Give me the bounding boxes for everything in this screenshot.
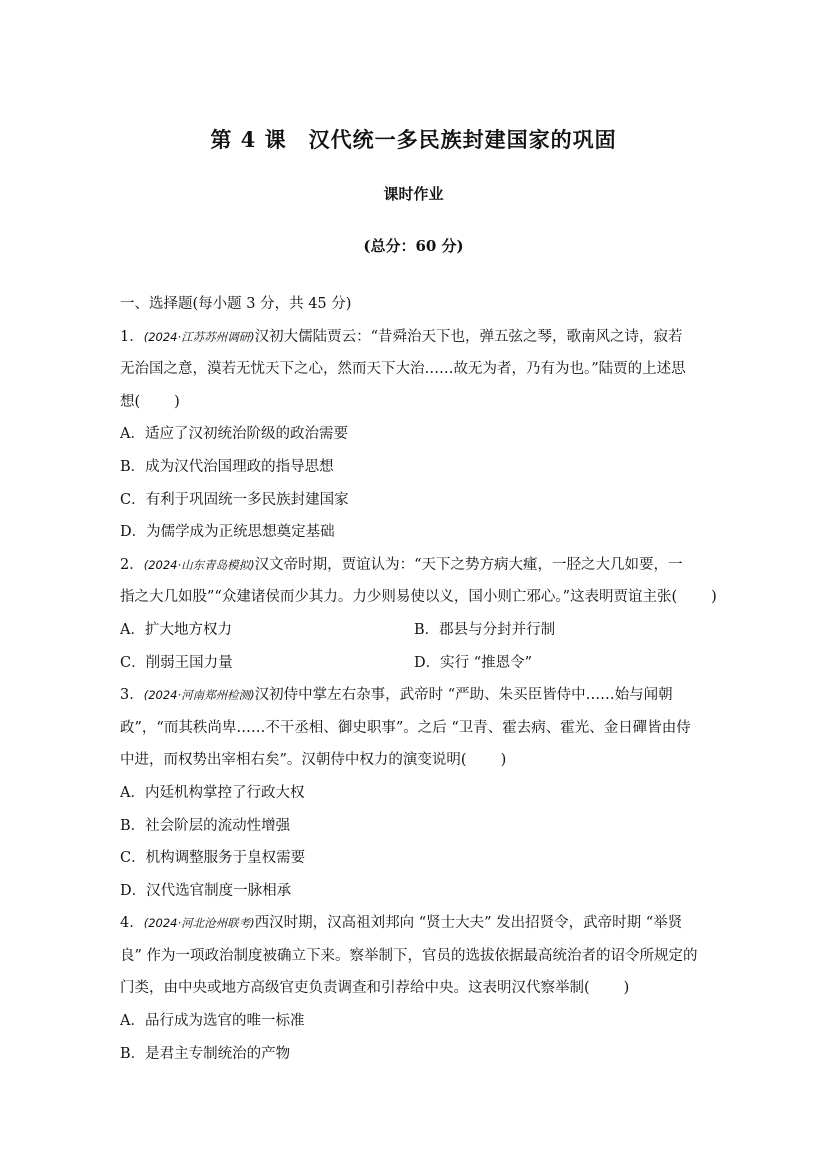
question-line	[120, 907, 708, 940]
question-source: (2024·山东青岛模拟)	[143, 557, 255, 572]
question-4	[120, 907, 708, 1070]
question-text: 汉初侍中掌左右杂事，武帝时 “严助、朱买臣皆侍中……始与闻朝	[254, 687, 673, 704]
option-c[interactable]: C．削弱王国力量	[120, 654, 233, 671]
option-a[interactable]: A．品行成为选官的唯一标准	[120, 1013, 305, 1030]
page-title: 第 4 课 汉代统一多民族封建国家的巩固	[210, 127, 617, 152]
question-line: 政”，“而其秩尚卑……不干丞相、御史职事”。之后 “卫青、霍去病、霍光、金日磾皆由侍	[120, 719, 691, 736]
option-a[interactable]: A．内廷机构掌控了行政大权	[120, 784, 305, 801]
question-line: 中进，而权势出宰相右矣”。汉朝侍中权力的演变说明( )	[120, 752, 507, 769]
question-text: 汉文帝时期，贾谊认为：“天下之势方病大瘇，一胫之大几如要，一	[254, 556, 683, 573]
option-d[interactable]: D．实行 “推恩令”	[414, 654, 533, 671]
question-number: 3．	[120, 687, 144, 704]
question-line	[120, 549, 708, 582]
question-3	[120, 679, 708, 907]
question-text: 汉初大儒陆贾云：“昔舜治天下也，弹五弦之琴，歌南风之诗，寂若	[254, 328, 683, 345]
option-row	[120, 614, 708, 647]
option-a[interactable]: A．扩大地方权力	[120, 621, 232, 638]
question-line	[120, 321, 708, 354]
option-c[interactable]: C．机构调整服务于皇权需要	[120, 850, 306, 867]
question-source: (2024·江苏苏州调研)	[143, 329, 255, 344]
option-d[interactable]: D．汉代选官制度一脉相承	[120, 882, 292, 899]
question-number: 2．	[120, 556, 144, 573]
option-b[interactable]: B．社会阶层的流动性增强	[120, 817, 291, 834]
option-d[interactable]: D．为儒学成为正统思想奠定基础	[120, 524, 335, 541]
question-line: 指之大几如股”“众建诸侯而少其力。力少则易使以义，国小则亡邪心。”这表明贾谊主张( )	[120, 589, 717, 606]
page-subtitle: 课时作业	[383, 185, 444, 203]
question-text: 西汉时期，汉高祖刘邦向 “贤士大夫” 发出招贤令，武帝时期 “举贤	[254, 915, 683, 932]
question-2	[120, 549, 717, 679]
question-line: 无治国之意，漠若无忧天下之心，然而天下大治……故无为者，乃有为也。”陆贾的上述思	[120, 361, 686, 378]
section-heading: 一、选择题(每小题 3 分，共 45 分)	[120, 296, 352, 312]
option-c[interactable]: C．有利于巩固统一多民族封建国家	[120, 491, 349, 508]
option-b[interactable]: B．是君主专制统治的产物	[120, 1045, 291, 1062]
option-row	[120, 647, 708, 680]
question-line: 良” 作为一项政治制度被确立下来。察举制下，官员的选拔依据最高统治者的诏令所规定的	[120, 947, 698, 964]
option-b[interactable]: B．郡县与分封并行制	[414, 621, 556, 638]
question-number: 1．	[120, 328, 144, 345]
question-line: 想( )	[120, 393, 180, 410]
total-score: (总分：60 分)	[363, 237, 464, 255]
option-a[interactable]: A．适应了汉初统治阶级的政治需要	[120, 426, 348, 443]
option-b[interactable]: B．成为汉代治国理政的指导思想	[120, 458, 334, 475]
question-line	[120, 679, 708, 712]
question-content	[120, 288, 717, 1070]
question-number: 4．	[120, 915, 144, 932]
question-line: 门类，由中央或地方高级官吏负责调查和引荐给中央。这表明汉代察举制( )	[120, 980, 630, 997]
question-source: (2024·河北沧州联考)	[143, 916, 255, 931]
question-source: (2024·河南郑州检测)	[143, 688, 255, 703]
question-1	[120, 321, 708, 549]
